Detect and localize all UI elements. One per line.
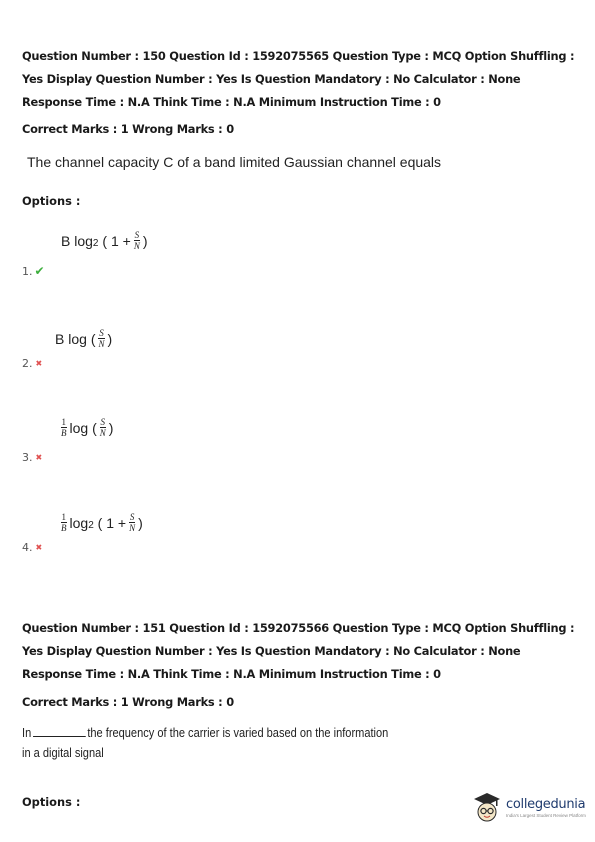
option-2-number[interactable]: 2. ✖ [22, 357, 43, 370]
symbol: ( [97, 514, 103, 531]
option-2-formula [55, 328, 112, 349]
fraction: $\frac{1}{B}$ [61, 512, 67, 533]
subscript: 2 [92, 238, 99, 249]
question-marks: Correct Marks : 1 Wrong Marks : 0 [22, 695, 234, 709]
symbol: ) [108, 419, 114, 436]
fraction: $\frac{S}{N}$ [98, 328, 105, 349]
graduate-mascot-icon [472, 790, 502, 824]
question-meta: Question Number : 150 Question Id : 1592075565 Question Type : MCQ Option Shuffling : Yes Display Question Number : Yes Is Question Mandatory : No Calculator : None Response Time : N.A Think Time : N.A Minimum Instruction Time : 0 [22, 49, 575, 109]
symbol: ( [102, 232, 108, 249]
symbol: log [74, 232, 93, 249]
cross-icon: ✖ [35, 359, 43, 368]
symbol: 1 [110, 232, 119, 249]
option-1-formula [61, 230, 148, 251]
symbol: log [69, 419, 89, 436]
check-icon: ✔ [34, 264, 45, 278]
fill-blank [33, 726, 86, 737]
option-3-number[interactable]: 3. ✖ [22, 451, 43, 464]
question-text: In the frequency of the carrier is varied based on the information in a digital signal [22, 725, 389, 760]
question-text: The channel capacity C of a band limited Gaussian channel equals [27, 154, 442, 170]
fraction: $\frac{S}{N}$ [99, 417, 106, 438]
question-meta: Question Number : 151 Question Id : 1592075566 Question Type : MCQ Option Shuffling : Yes Display Question Number : Yes Is Question Mandatory : No Calculator : None Response Time : N.A Think Time : N.A Minimum Instruction Time : 0 [22, 621, 575, 681]
subscript: 2 [88, 520, 94, 531]
fraction: $\frac{1}{B}$ [61, 417, 67, 438]
symbol: + [117, 514, 127, 531]
collegedunia-logo [472, 790, 586, 824]
symbol: ( [92, 419, 97, 436]
options-label: Options : [22, 795, 81, 809]
option-4-number[interactable]: 4. ✖ [22, 541, 43, 554]
question-marks: Correct Marks : 1 Wrong Marks : 0 [22, 122, 234, 136]
fraction: $\frac{S}{N}$ [129, 512, 136, 533]
option-1-number[interactable]: 1. ✔ [22, 264, 45, 278]
symbol: B [55, 330, 65, 347]
symbol: log [69, 514, 89, 531]
option-3-formula [58, 417, 113, 438]
symbol: + [122, 232, 131, 249]
options-label: Options : [22, 194, 81, 208]
fraction: $\frac{S}{N}$ [133, 230, 140, 251]
symbol: B [61, 232, 71, 249]
logo-name: collegedunia [506, 796, 586, 812]
cross-icon: ✖ [35, 453, 43, 462]
symbol: 1 [106, 514, 114, 531]
symbol: ( [90, 330, 96, 347]
symbol: ) [107, 330, 113, 347]
logo-tagline: India's Largest Student Review Platform [506, 812, 586, 818]
symbol: log [68, 330, 87, 347]
cross-icon: ✖ [35, 543, 43, 552]
symbol: ) [138, 514, 143, 531]
symbol: ) [142, 232, 148, 249]
option-4-formula [58, 512, 143, 533]
